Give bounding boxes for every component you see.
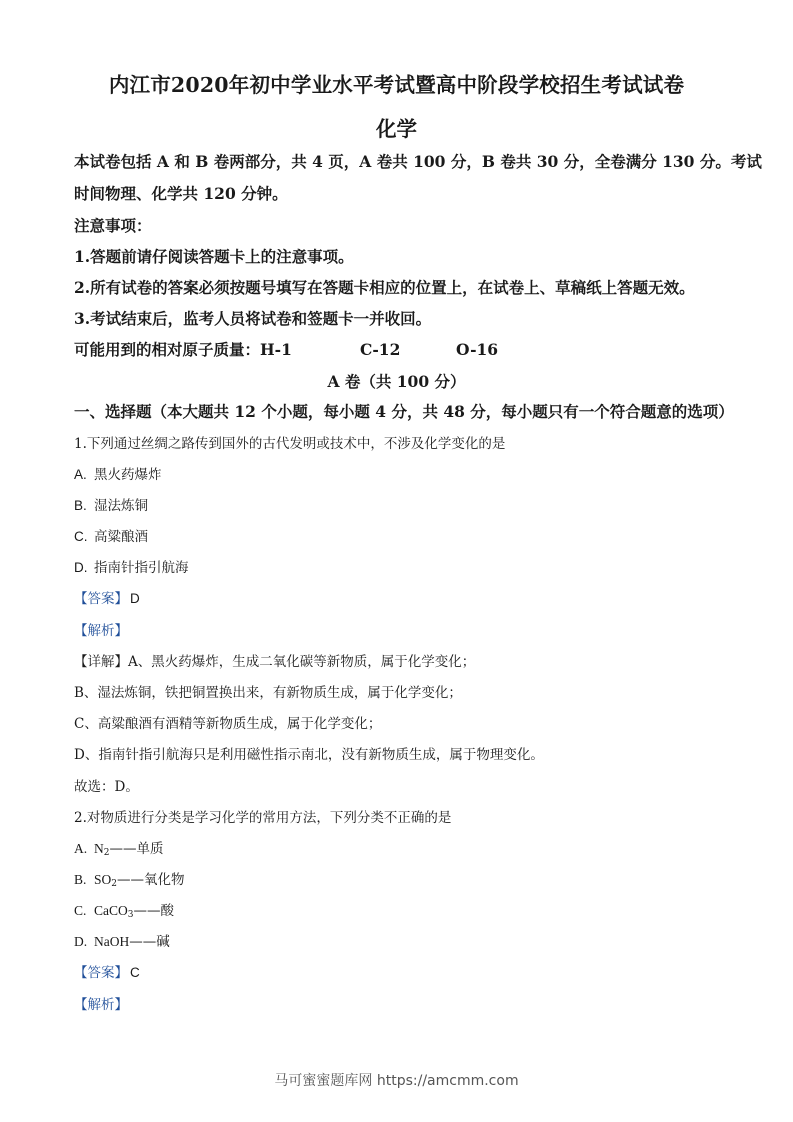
q1-option-a-text: 黑火药爆炸: [94, 467, 162, 483]
q1-option-b-text: 湿法炼铜: [94, 498, 148, 514]
part1-heading: 一、选择题（本大题共 12 个小题，每小题 4 分，共 48 分，每小题只有一个符合题意的选项）: [74, 402, 734, 421]
q2-option-c-formula: CaCO: [94, 903, 128, 918]
q1-detail-text-1: A、黑火药爆炸，生成二氧化碳等新物质，属于化学变化；: [128, 654, 476, 670]
q1-answer-value: D: [130, 591, 140, 606]
q1-option-b: [74, 494, 148, 514]
q2-answer-value: C: [130, 965, 140, 980]
note-item-2: 2.所有试卷的答案必须按题号填写在答题卡相应的位置上，在试卷上、草稿纸上答题无效。: [74, 278, 695, 297]
atomic-mass-o: O-16: [456, 340, 499, 359]
section-a-title: A 卷（共 100 分）: [327, 372, 466, 391]
q1-detail-2: B、湿法炼铜，铁把铜置换出来，有新物质生成，属于化学变化；: [74, 685, 462, 701]
q2-answer: [74, 961, 140, 981]
q1-detail-5: 故选：D。: [74, 779, 139, 795]
q1-option-d-letter: D.: [74, 560, 88, 575]
atomic-mass-c: C-12: [360, 340, 401, 359]
q1-analysis-tag: 【解析】: [74, 623, 128, 639]
q2-option-b-subscript: 2: [111, 879, 117, 889]
q2-option-a-text: ——单质: [109, 841, 164, 857]
q2-option-a-letter: A.: [74, 841, 88, 856]
q1-option-a: [74, 463, 162, 483]
q2-option-d-letter: D.: [74, 934, 88, 949]
q1-option-a-letter: A.: [74, 467, 87, 482]
q1-stem: 1.下列通过丝绸之路传到国外的古代发明或技术中，不涉及化学变化的是: [74, 436, 506, 452]
q1-option-c-letter: C.: [74, 529, 88, 544]
q2-option-a-subscript: 2: [103, 848, 110, 858]
footer-watermark: 马可蜜蜜题库网 https://amcmm.com: [274, 1073, 519, 1089]
q1-detail-1: [74, 650, 475, 670]
intro-line-1: 本试卷包括 A 和 B 卷两部分，共 4 页，A 卷共 100 分，B 卷共 30 分，全卷满分 130 分。考试: [74, 152, 762, 171]
q2-option-a-formula: N: [94, 841, 104, 856]
exam-title: 内江市2020年初中学业水平考试暨高中阶段学校招生考试试卷: [108, 73, 685, 97]
exam-subject: 化学: [376, 117, 417, 141]
atomic-mass-label: 可能用到的相对原子质量：: [74, 340, 261, 359]
atomic-mass-h: H-1: [260, 340, 292, 359]
q1-answer: [74, 587, 140, 607]
q2-option-d: [74, 930, 170, 950]
q2-option-a: [74, 837, 163, 858]
atomic-mass-line: [74, 338, 498, 360]
q1-detail-tag: 【详解】: [74, 654, 128, 670]
q2-option-b-letter: B.: [74, 872, 87, 887]
q2-option-b-text: ——氧化物: [117, 872, 185, 888]
notes-heading: 注意事项：: [74, 216, 152, 235]
q1-detail-4: D、指南针指引航海只是利用磁性指示南北，没有新物质生成，属于物理变化。: [74, 747, 544, 763]
q1-option-b-letter: B.: [74, 498, 87, 513]
q2-option-b: [74, 868, 185, 889]
q2-stem: 2.对物质进行分类是学习化学的常用方法，下列分类不正确的是: [74, 810, 452, 826]
q2-option-c-letter: C.: [74, 903, 87, 918]
q1-option-d-text: 指南针指引航海: [94, 560, 189, 576]
q1-option-d: [74, 556, 189, 576]
q1-answer-tag: 【答案】: [74, 591, 128, 607]
q2-answer-tag: 【答案】: [74, 965, 128, 981]
q2-option-c-subscript: 3: [127, 910, 134, 920]
note-item-3: 3.考试结束后，监考人员将试卷和签题卡一并收回。: [74, 309, 432, 328]
q2-option-b-formula: SO: [94, 872, 112, 887]
q2-option-c-text: ——酸: [133, 903, 174, 919]
q1-detail-3: C、高粱酿酒有酒精等新物质生成，属于化学变化；: [74, 716, 382, 732]
q2-option-d-text: ——碱: [129, 934, 170, 950]
q2-option-d-formula: NaOH: [94, 934, 130, 949]
q2-option-c: [74, 899, 174, 920]
q2-analysis-tag: 【解析】: [74, 997, 128, 1013]
intro-line-2: 时间物理、化学共 120 分钟。: [74, 184, 288, 203]
q1-option-c-text: 高粱酿酒: [94, 529, 148, 545]
note-item-1: 1.答题前请仔阅读答题卡上的注意事项。: [74, 247, 354, 266]
q1-option-c: [74, 525, 148, 545]
